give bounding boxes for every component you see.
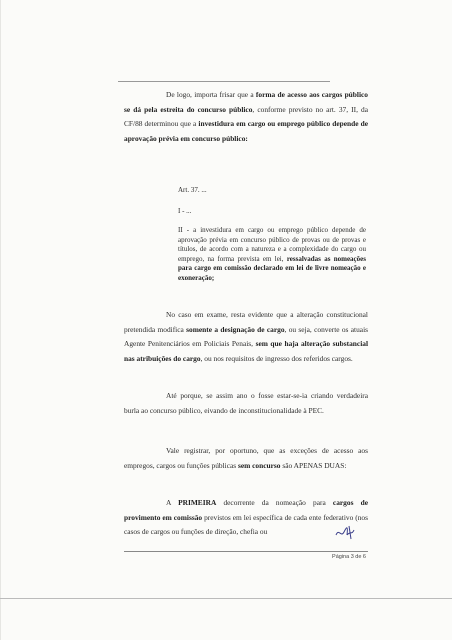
quote-item-1 bbox=[178, 207, 366, 217]
text-run: De logo, importa frisar que a bbox=[166, 90, 256, 99]
bold-text-run: sem concurso bbox=[237, 460, 281, 470]
text-run: II - a investidura em cargo ou emprego público depende de aprovação prévia em concurso público de provas ou de provas e títulos, de acordo com a natureza e a complexidade do cargo ou emprego, na forma prevista em lei, bbox=[178, 226, 366, 263]
bold-text-run: forma de acesso aos cargos público se dá pela estreita do concurso público bbox=[124, 90, 368, 114]
paragraph-primeira bbox=[124, 496, 368, 540]
footer-rule bbox=[124, 551, 368, 552]
bold-text-run: PRIMEIRA bbox=[178, 498, 217, 507]
text-run: Até porque, se assim ano o fosse estar-se-ia criando verdadeira burla ao concurso público, eivando de inconstitucionalidade à PEC. bbox=[124, 391, 368, 415]
text-run: , ou seja, converte os atuais Agente Penitenciários em Policiais Penais, bbox=[124, 324, 368, 349]
text-run: Vale registrar, por oportuno, que as exceções de acesso aos empregos, cargos ou funções públicas bbox=[124, 446, 368, 470]
text-run: , conforme previsto no art. 37, II, da CF/88 determinou que a bbox=[124, 104, 368, 129]
bold-text-run: sem que haja alteração substancial nas atribuições do cargo bbox=[124, 339, 368, 363]
bold-text-run: ressalvadas as nomeações para cargo em comissão declarado em lei de livre nomeação e exoneração; bbox=[178, 254, 366, 282]
text-run: previstos em lei específica de cada ente federativo (nos casos de cargos ou funções de direção, chefia ou bbox=[124, 512, 368, 537]
bold-text-run: investidura em cargo ou emprego público depende de aprovação prévia em concurso público: bbox=[124, 119, 369, 143]
page-number: Página 3 de 6 bbox=[332, 554, 366, 560]
paragraph-burla bbox=[124, 389, 368, 418]
scan-edge-line bbox=[0, 598, 452, 599]
quote-item-2 bbox=[178, 226, 366, 284]
paragraph-intro bbox=[124, 88, 368, 146]
text-run: são APENAS DUAS: bbox=[280, 460, 347, 470]
quote-art-37 bbox=[178, 186, 366, 196]
text-run: No caso em exame, resta evidente que a alteração constitucional pretendida modifica bbox=[124, 310, 368, 334]
bold-text-run: cargos de provimento em comissão bbox=[124, 498, 368, 522]
handwritten-initials-icon bbox=[334, 523, 356, 541]
text-run: decorrente da nomeação para bbox=[216, 498, 333, 507]
paragraph-excecoes bbox=[124, 444, 368, 473]
text-run: , ou nos requisitos de ingresso dos referidos cargos. bbox=[200, 353, 353, 363]
header-rule bbox=[118, 81, 330, 82]
text-run: I - ... bbox=[178, 207, 192, 215]
bold-text-run: somente a designação de cargo bbox=[186, 324, 285, 334]
page-edge bbox=[0, 0, 1, 640]
paragraph-analysis bbox=[124, 308, 368, 366]
text-run: A bbox=[166, 498, 179, 507]
text-run: Art. 37. ... bbox=[178, 186, 207, 194]
